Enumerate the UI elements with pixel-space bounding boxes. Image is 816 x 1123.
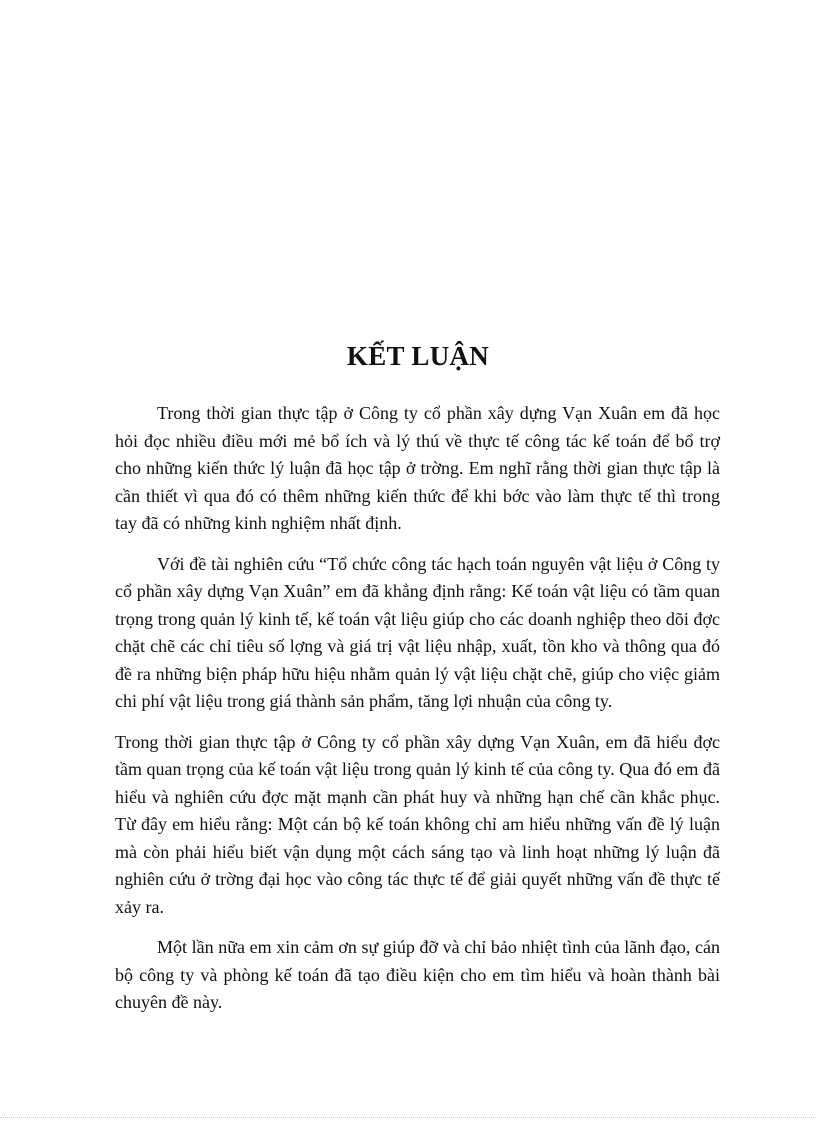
paragraph-4: Một lần nữa em xin cảm ơn sự giúp đỡ và chỉ bảo nhiệt tình của lãnh đạo, cán bộ công ty và phòng kế toán đã tạo điều kiện cho em tìm hiểu và hoàn thành bài chuyên đề này. [115,937,720,1012]
paragraph-2: Với đề tài nghiên cứu “Tổ chức công tác hạch toán nguyên vật liệu ở Công ty cổ phần xây dựng Vạn Xuân” em đã khẳng định rằng: Kế toán vật liệu có tầm quan trọng trong quản lý kinh tế, kế toán vật liệu giúp cho các doanh nghiệp theo dõi đợc chặt chẽ các chỉ tiêu số lợng và giá trị vật liệu nhập, xuất, tồn kho và thông qua đó đề ra những biện pháp hữu hiệu nhằm quản lý vật liệu chặt chẽ, giúp cho việc giảm chi phí vật liệu trong giá thành sản phẩm, tăng lợi nhuận của công ty. [115,553,720,711]
document-body [115,400,720,1030]
page-title: KẾT LUẬN [346,341,490,371]
page-bottom-border [0,1117,816,1118]
paragraph-3: Trong thời gian thực tập ở Công ty cổ phần xây dựng Vạn Xuân, em đã hiểu đợc tầm quan trọng của kế toán vật liệu trong quản lý kinh tế của công ty. Qua đó em đã hiểu và nghiên cứu đợc mặt mạnh cần phát huy và những hạn chế cần khắc phục. Từ đây em hiểu rằng: Một cán bộ kế toán không chỉ am hiểu những vấn đề lý luận mà còn phải hiểu biết vận dụng một cách sáng tạo và linh hoạt những lý luận đã nghiên cứu ở trờng đại học vào công tác thực tế để giải quyết những vấn đề thực tế xảy ra. [115,731,720,917]
paragraph-1: Trong thời gian thực tập ở Công ty cổ phần xây dựng Vạn Xuân em đã học hỏi đọc nhiều điều mới mẻ bổ ích và lý thú về thực tế công tác kế toán để bổ trợ cho những kiến thức lý luận đã học tập ở trờng. Em nghĩ rằng thời gian thực tập là cần thiết vì qua đó có thêm những kiến thức để khi bớc vào làm thực tế thì trong tay đã có những kinh nghiệm nhất định. [115,403,720,533]
